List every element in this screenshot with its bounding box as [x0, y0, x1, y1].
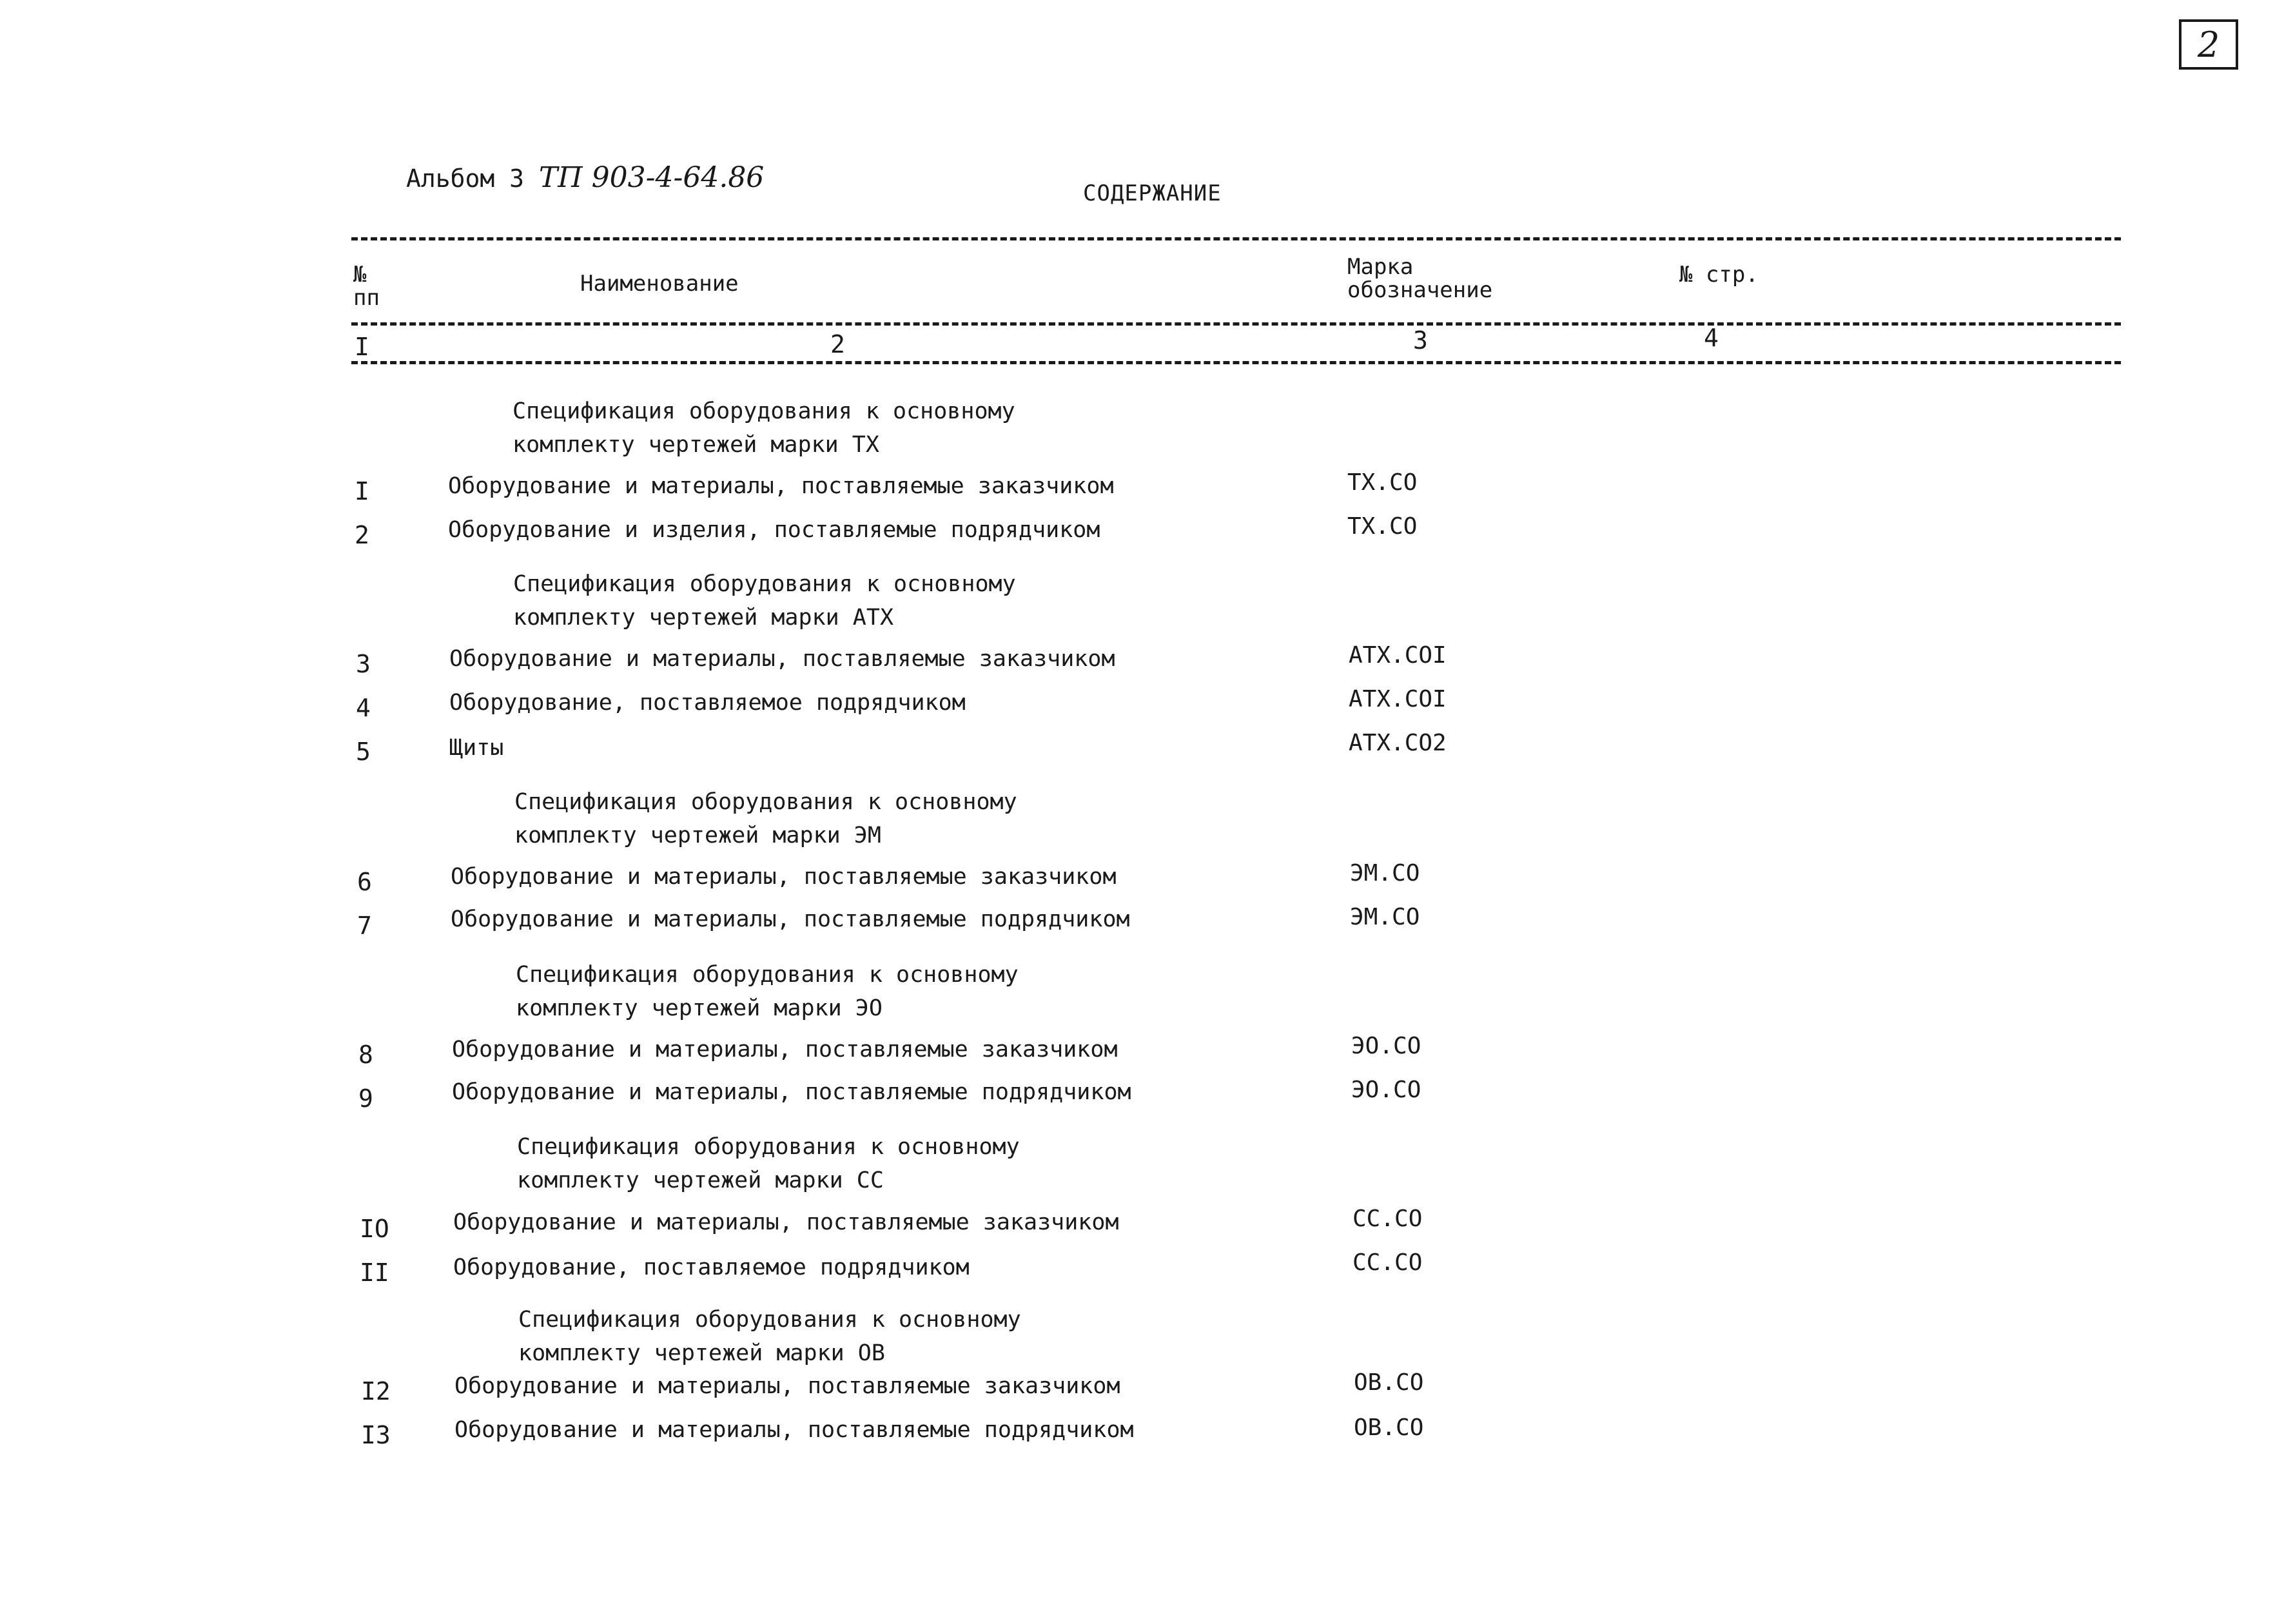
section-heading-line1: Спецификация оборудования к основному [518, 1307, 1021, 1333]
row-name: Оборудование и материалы, поставляемые заказчиком [451, 864, 1117, 890]
row-code: ТХ.СО [1347, 469, 1418, 496]
header-name: Наименование [580, 271, 739, 297]
row-code: ЭО.СО [1351, 1033, 1421, 1059]
column-number-3: 3 [1413, 326, 1428, 355]
row-number: I2 [361, 1377, 391, 1405]
page-number: 2 [2197, 24, 2220, 65]
row-number: 3 [356, 650, 371, 678]
row-code: АТХ.СОI [1349, 686, 1447, 712]
column-number-4: 4 [1704, 324, 1719, 352]
section-heading-line1: Спецификация оборудования к основному [517, 1134, 1020, 1160]
row-code: ОВ.СО [1354, 1414, 1424, 1441]
row-code: ЭМ.СО [1350, 860, 1420, 886]
row-name: Оборудование и изделия, поставляемые подрядчиком [448, 517, 1100, 543]
header-num-line1: № [353, 262, 367, 288]
row-code: АТХ.СО2 [1349, 730, 1447, 756]
row-code: ЭМ.СО [1350, 904, 1420, 930]
section-heading [512, 395, 1015, 462]
header-num-line2: пп [353, 285, 380, 311]
row-number: 7 [357, 912, 372, 940]
row-number: 9 [358, 1084, 373, 1113]
section-heading-line2: комплекту чертежей марки СС [517, 1168, 884, 1193]
colnum-bottom-rule [351, 361, 2121, 364]
section-heading-line1: Спецификация оборудования к основному [512, 398, 1015, 424]
row-code: АТХ.СОI [1349, 642, 1447, 669]
row-name: Оборудование и материалы, поставляемые подрядчиком [454, 1417, 1134, 1443]
section-heading-line2: комплекту чертежей марки ЭО [516, 995, 883, 1021]
section-heading-line1: Спецификация оборудования к основному [514, 789, 1017, 815]
album-handwritten: ТП 903-4-64.86 [538, 161, 765, 194]
section-heading [514, 785, 1017, 852]
row-number: 6 [357, 868, 372, 896]
row-name: Оборудование и материалы, поставляемые заказчиком [448, 473, 1114, 499]
row-number: 8 [358, 1041, 373, 1069]
row-number: I [355, 477, 369, 505]
album-label [406, 161, 764, 194]
section-heading [513, 567, 1016, 634]
row-name: Оборудование и материалы, поставляемые подрядчиком [452, 1079, 1131, 1105]
header-page: № стр. [1679, 262, 1759, 288]
row-code: ОВ.СО [1354, 1369, 1424, 1396]
row-name: Щиты [449, 735, 504, 761]
row-number: 5 [356, 738, 371, 766]
page-title: СОДЕРЖАНИЕ [1083, 181, 1222, 206]
row-number: IO [360, 1215, 389, 1243]
section-heading-line2: комплекту чертежей марки ОВ [518, 1340, 885, 1366]
section-heading [516, 958, 1019, 1025]
row-name: Оборудование и материалы, поставляемые подрядчиком [451, 906, 1130, 932]
header-num [353, 263, 380, 309]
row-number: I3 [361, 1421, 391, 1449]
section-heading-line2: комплекту чертежей марки АТХ [513, 605, 894, 631]
header-mark-line1: Марка [1347, 254, 1414, 280]
row-name: Оборудование и материалы, поставляемые заказчиком [453, 1209, 1119, 1235]
section-heading-line1: Спецификация оборудования к основному [513, 571, 1016, 597]
section-heading [518, 1303, 1021, 1370]
section-heading-line1: Спецификация оборудования к основному [516, 962, 1019, 988]
row-name: Оборудование, поставляемое подрядчиком [449, 690, 966, 716]
row-number: II [360, 1258, 389, 1287]
section-heading-line2: комплекту чертежей марки ЭМ [514, 823, 881, 848]
table-top-rule [351, 237, 2121, 240]
row-name: Оборудование и материалы, поставляемые заказчиком [454, 1373, 1120, 1399]
row-number: 4 [356, 694, 371, 722]
row-code: ТХ.СО [1347, 513, 1418, 540]
header-mark [1347, 255, 1492, 302]
column-number-1: I [355, 333, 369, 361]
section-heading-line2: комплекту чертежей марки ТХ [512, 432, 879, 458]
column-number-2: 2 [830, 330, 845, 358]
row-name: Оборудование и материалы, поставляемые заказчиком [452, 1037, 1118, 1062]
row-name: Оборудование, поставляемое подрядчиком [453, 1255, 970, 1280]
row-code: ЭО.СО [1351, 1077, 1421, 1103]
row-code: СС.СО [1352, 1249, 1423, 1276]
page-number-box [2179, 19, 2238, 70]
header-bottom-rule [351, 322, 2121, 326]
album-printed: Альбом 3 [406, 164, 525, 193]
row-name: Оборудование и материалы, поставляемые заказчиком [449, 646, 1115, 672]
row-code: СС.СО [1352, 1206, 1423, 1232]
header-mark-line2: обозначение [1347, 277, 1493, 303]
section-heading [517, 1130, 1020, 1197]
row-number: 2 [355, 521, 369, 549]
